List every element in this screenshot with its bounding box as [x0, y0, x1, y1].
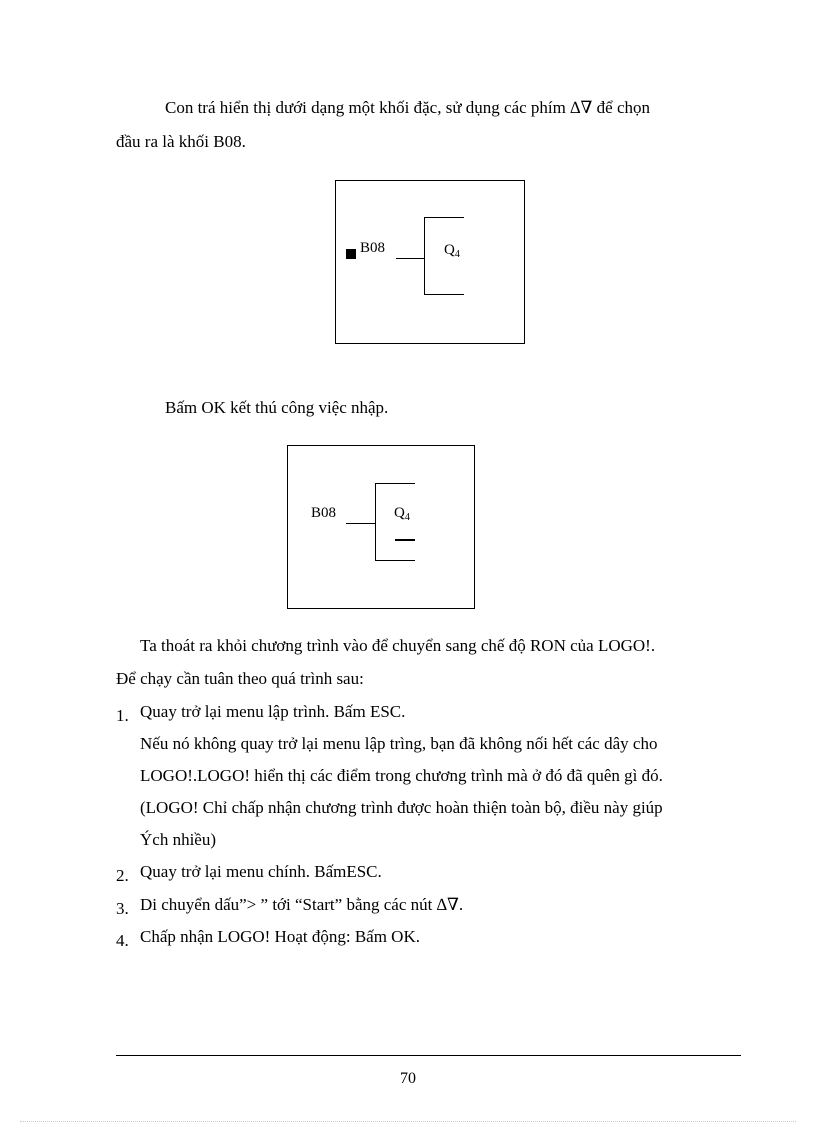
paragraph-1-line-1: Con trá hiển thị dưới dạng một khối đặc, sử dụng các phím ∆∇ để chọn	[165, 98, 650, 117]
diagram-1-block-label: B08	[360, 240, 386, 256]
diagram-2-output-label: $Q_4$	[394, 505, 410, 523]
paragraph-1-line-2: đầu ra là khối B08.	[116, 132, 246, 151]
diagram-1-connector	[396, 258, 425, 259]
step-4-text: Chấp nhận LOGO! Hoạt động: Bấm OK.	[140, 927, 420, 946]
step-2-number: 2.	[116, 866, 129, 885]
diagram-2-output-top	[375, 483, 415, 484]
step-1-note-line-4: Ých nhiều)	[140, 830, 217, 849]
page-number: 70	[400, 1070, 416, 1087]
step-1-text: Quay trở lại menu lập trình. Bấm ESC.	[140, 702, 406, 721]
diagram-2-output-bar	[375, 483, 376, 561]
diagram-2-connector	[346, 523, 375, 524]
paragraph-2: Bấm OK kết thú công việc nhập.	[165, 398, 389, 417]
underscore-cursor-icon	[395, 539, 415, 541]
page-bottom-edge	[20, 1121, 796, 1122]
diagram-2-output-bottom	[375, 560, 415, 561]
step-1-note-line-2: LOGO!.LOGO! hiển thị các điểm trong chương trình mà ở đó đã quên gì đó.	[140, 766, 663, 785]
step-1-note-line-1: Nếu nó không quay trở lại menu lập trìng, bạn đã không nối hết các dây cho	[140, 734, 658, 753]
diagram-1-output-top	[424, 217, 464, 218]
step-1-number: 1.	[116, 706, 129, 725]
diagram-2-frame	[287, 445, 475, 609]
diagram-1-output-bar	[424, 217, 425, 295]
paragraph-3-line-2: Để chạy cần tuân theo quá trình sau:	[116, 669, 364, 688]
step-1-note-line-3: (LOGO! Chỉ chấp nhận chương trình được hoàn thiện toàn bộ, điều này giúp	[140, 798, 663, 817]
step-2-text: Quay trở lại menu chính. BấmESC.	[140, 862, 382, 881]
diagram-2-block-label: B08	[311, 505, 337, 521]
step-4-number: 4.	[116, 931, 129, 950]
cursor-block-icon	[346, 249, 356, 259]
step-3-number: 3.	[116, 899, 129, 918]
diagram-1-output-bottom	[424, 294, 464, 295]
footer-rule	[116, 1055, 741, 1056]
step-3-text: Di chuyển dấu”> ” tới “Start” bằng các nút ∆∇.	[140, 895, 464, 914]
diagram-1-frame	[335, 180, 525, 344]
paragraph-3-line-1: Ta thoát ra khỏi chương trình vào để chuyển sang chế độ RON của LOGO!.	[140, 636, 656, 655]
diagram-1-output-label: $Q_4$	[444, 242, 460, 260]
